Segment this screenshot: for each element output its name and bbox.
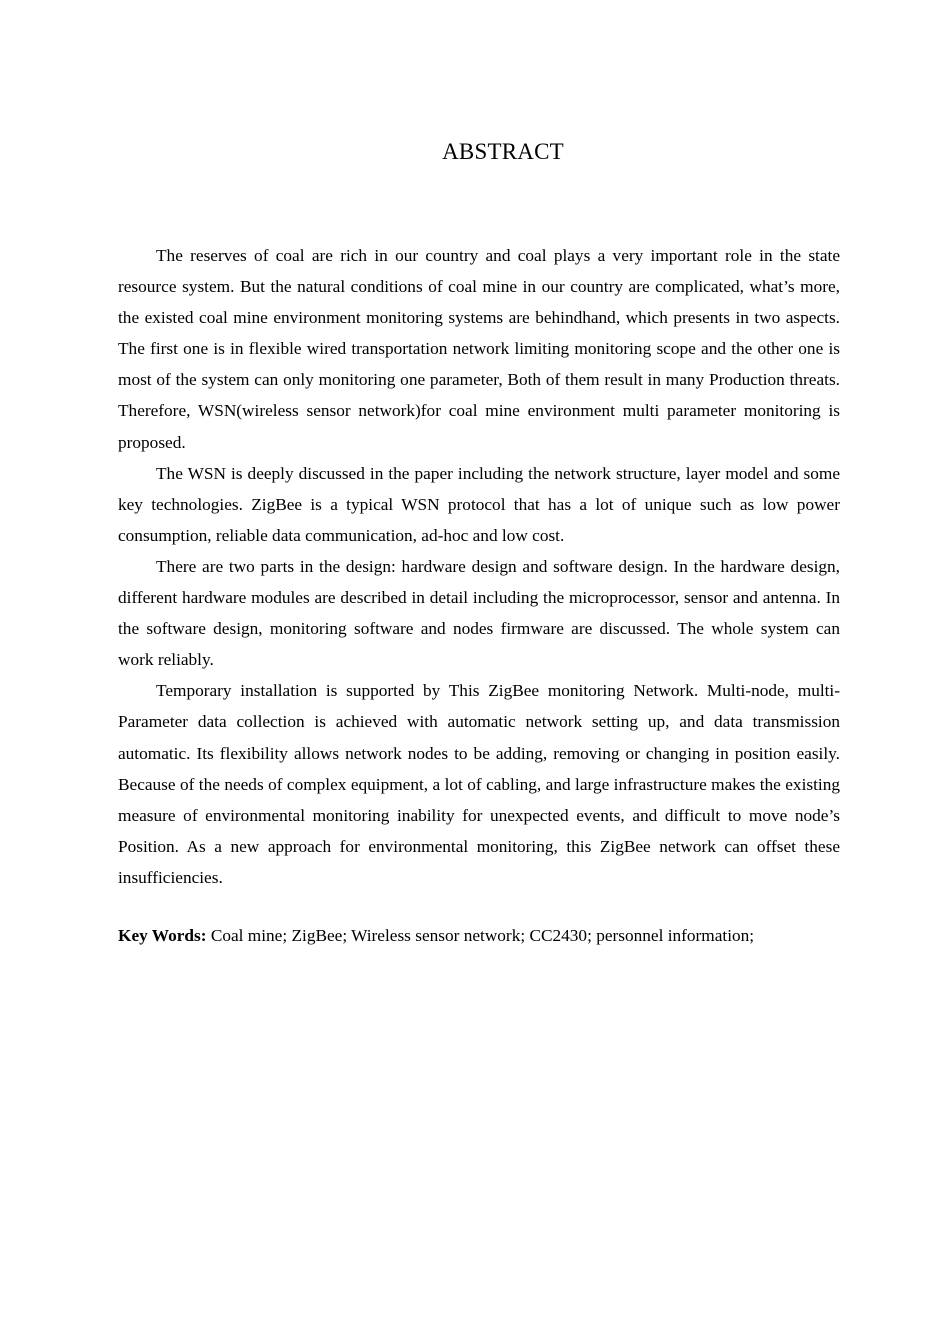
- abstract-body: [118, 240, 840, 893]
- abstract-paragraph-2: The WSN is deeply discussed in the paper including the network structure, layer model and some key technologies. ZigBee is a typical WSN protocol that has a lot of unique such as low power consumption, reliable data communication, ad-hoc and low cost.: [118, 463, 840, 545]
- abstract-title: ABSTRACT: [442, 139, 564, 164]
- keywords-line: [118, 920, 858, 951]
- abstract-paragraph-4: Temporary installation is supported by This ZigBee monitoring Network. Multi-node, multi-Parameter data collection is achieved with automatic network setting up, and data transmission automatic. Its flexibility allows network nodes to be adding, removing or changing in position easily. Because of the needs of complex equipment, a lot of cabling, and large infrastructure makes the existing measure of environmental monitoring inability for unexpected events, and difficult to move node’s Position. As a new approach for environmental monitoring, this ZigBee network can offset these insufficiencies.: [118, 681, 840, 887]
- keywords-label: Key Words:: [118, 926, 207, 945]
- abstract-paragraph-3: There are two parts in the design: hardware design and software design. In the hardware design, different hardware modules are described in detail including the microprocessor, sensor and antenna. In the software design, monitoring software and nodes firmware are discussed. The whole system can work reliably.: [118, 556, 840, 670]
- abstract-paragraph-1: The reserves of coal are rich in our country and coal plays a very important role in the state resource system. But the natural conditions of coal mine in our country are complicated, what’s more, the existed coal mine environment monitoring systems are behindhand, which presents in two aspects. The first one is in flexible wired transportation network limiting monitoring scope and the other one is most of the system can only monitoring one parameter, Both of them result in many Production threats. Therefore, WSN(wireless sensor network)for coal mine environment multi parameter monitoring is proposed.: [118, 246, 840, 452]
- keywords-text: Coal mine; ZigBee; Wireless sensor network; CC2430; personnel information;: [210, 926, 755, 945]
